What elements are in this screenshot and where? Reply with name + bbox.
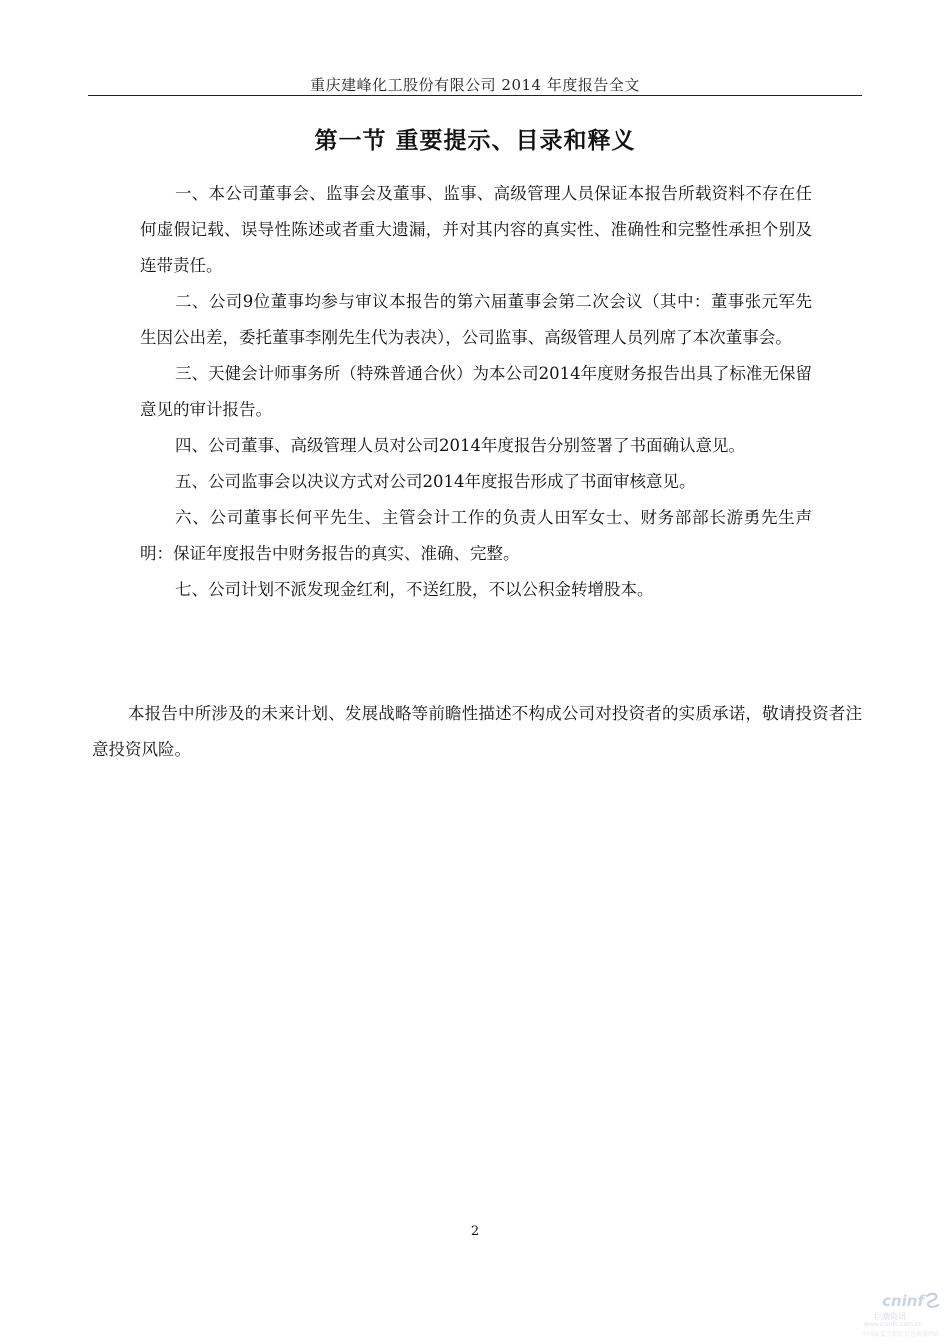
watermark-org: 中国证监会指定信息披露网站 (861, 1331, 940, 1338)
watermark-logo-text: cninf (882, 1292, 924, 1310)
swoosh-logo-icon (924, 1292, 940, 1310)
notice-3: 三、天健会计师事务所（特殊普通合伙）为本公司2014年度财务报告出具了标准无保留意见的审计报告。 (140, 364, 812, 419)
notice-6: 六、公司董事长何平先生、主管会计工作的负责人田军女士、财务部部长游勇先生声明：保证年度报告中财务报告的真实、准确、完整。 (140, 508, 812, 563)
forward-looking-disclaimer: 本报告中所涉及的未来计划、发展战略等前瞻性描述不构成公司对投资者的实质承诺，敬请投资者注意投资风险。 (92, 704, 862, 759)
notice-1: 一、本公司董事会、监事会及董事、监事、高级管理人员保证本报告所载资料不存在任何虚假记载、误导性陈述或者重大遗漏，并对其内容的真实性、准确性和完整性承担个别及连带责任。 (140, 184, 812, 275)
section-title: 第一节 重要提示、目录和释义 (314, 128, 636, 154)
watermark-url: www.cninfo.com.cn (863, 1321, 922, 1328)
notice-5: 五、公司监事会以决议方式对公司2014年度报告形成了书面审核意见。 (175, 472, 696, 491)
watermark-chinese-name: 巨潮资讯 (874, 1312, 906, 1321)
page-number: 2 (470, 1224, 480, 1239)
notice-2: 二、公司9位董事均参与审议本报告的第六届董事会第二次会议（其中：董事张元军先生因公出差，委托董事李刚先生代为表决），公司监事、高级管理人员列席了本次董事会。 (140, 292, 812, 347)
important-notices (140, 176, 812, 608)
running-header: 重庆建峰化工股份有限公司 2014 年度报告全文 (310, 76, 640, 94)
notice-4: 四、公司董事、高级管理人员对公司2014年度报告分别签署了书面确认意见。 (175, 436, 745, 455)
cninfo-watermark (820, 1292, 940, 1338)
header-divider (88, 95, 862, 96)
notice-7: 七、公司计划不派发现金红利，不送红股，不以公积金转增股本。 (175, 580, 654, 599)
